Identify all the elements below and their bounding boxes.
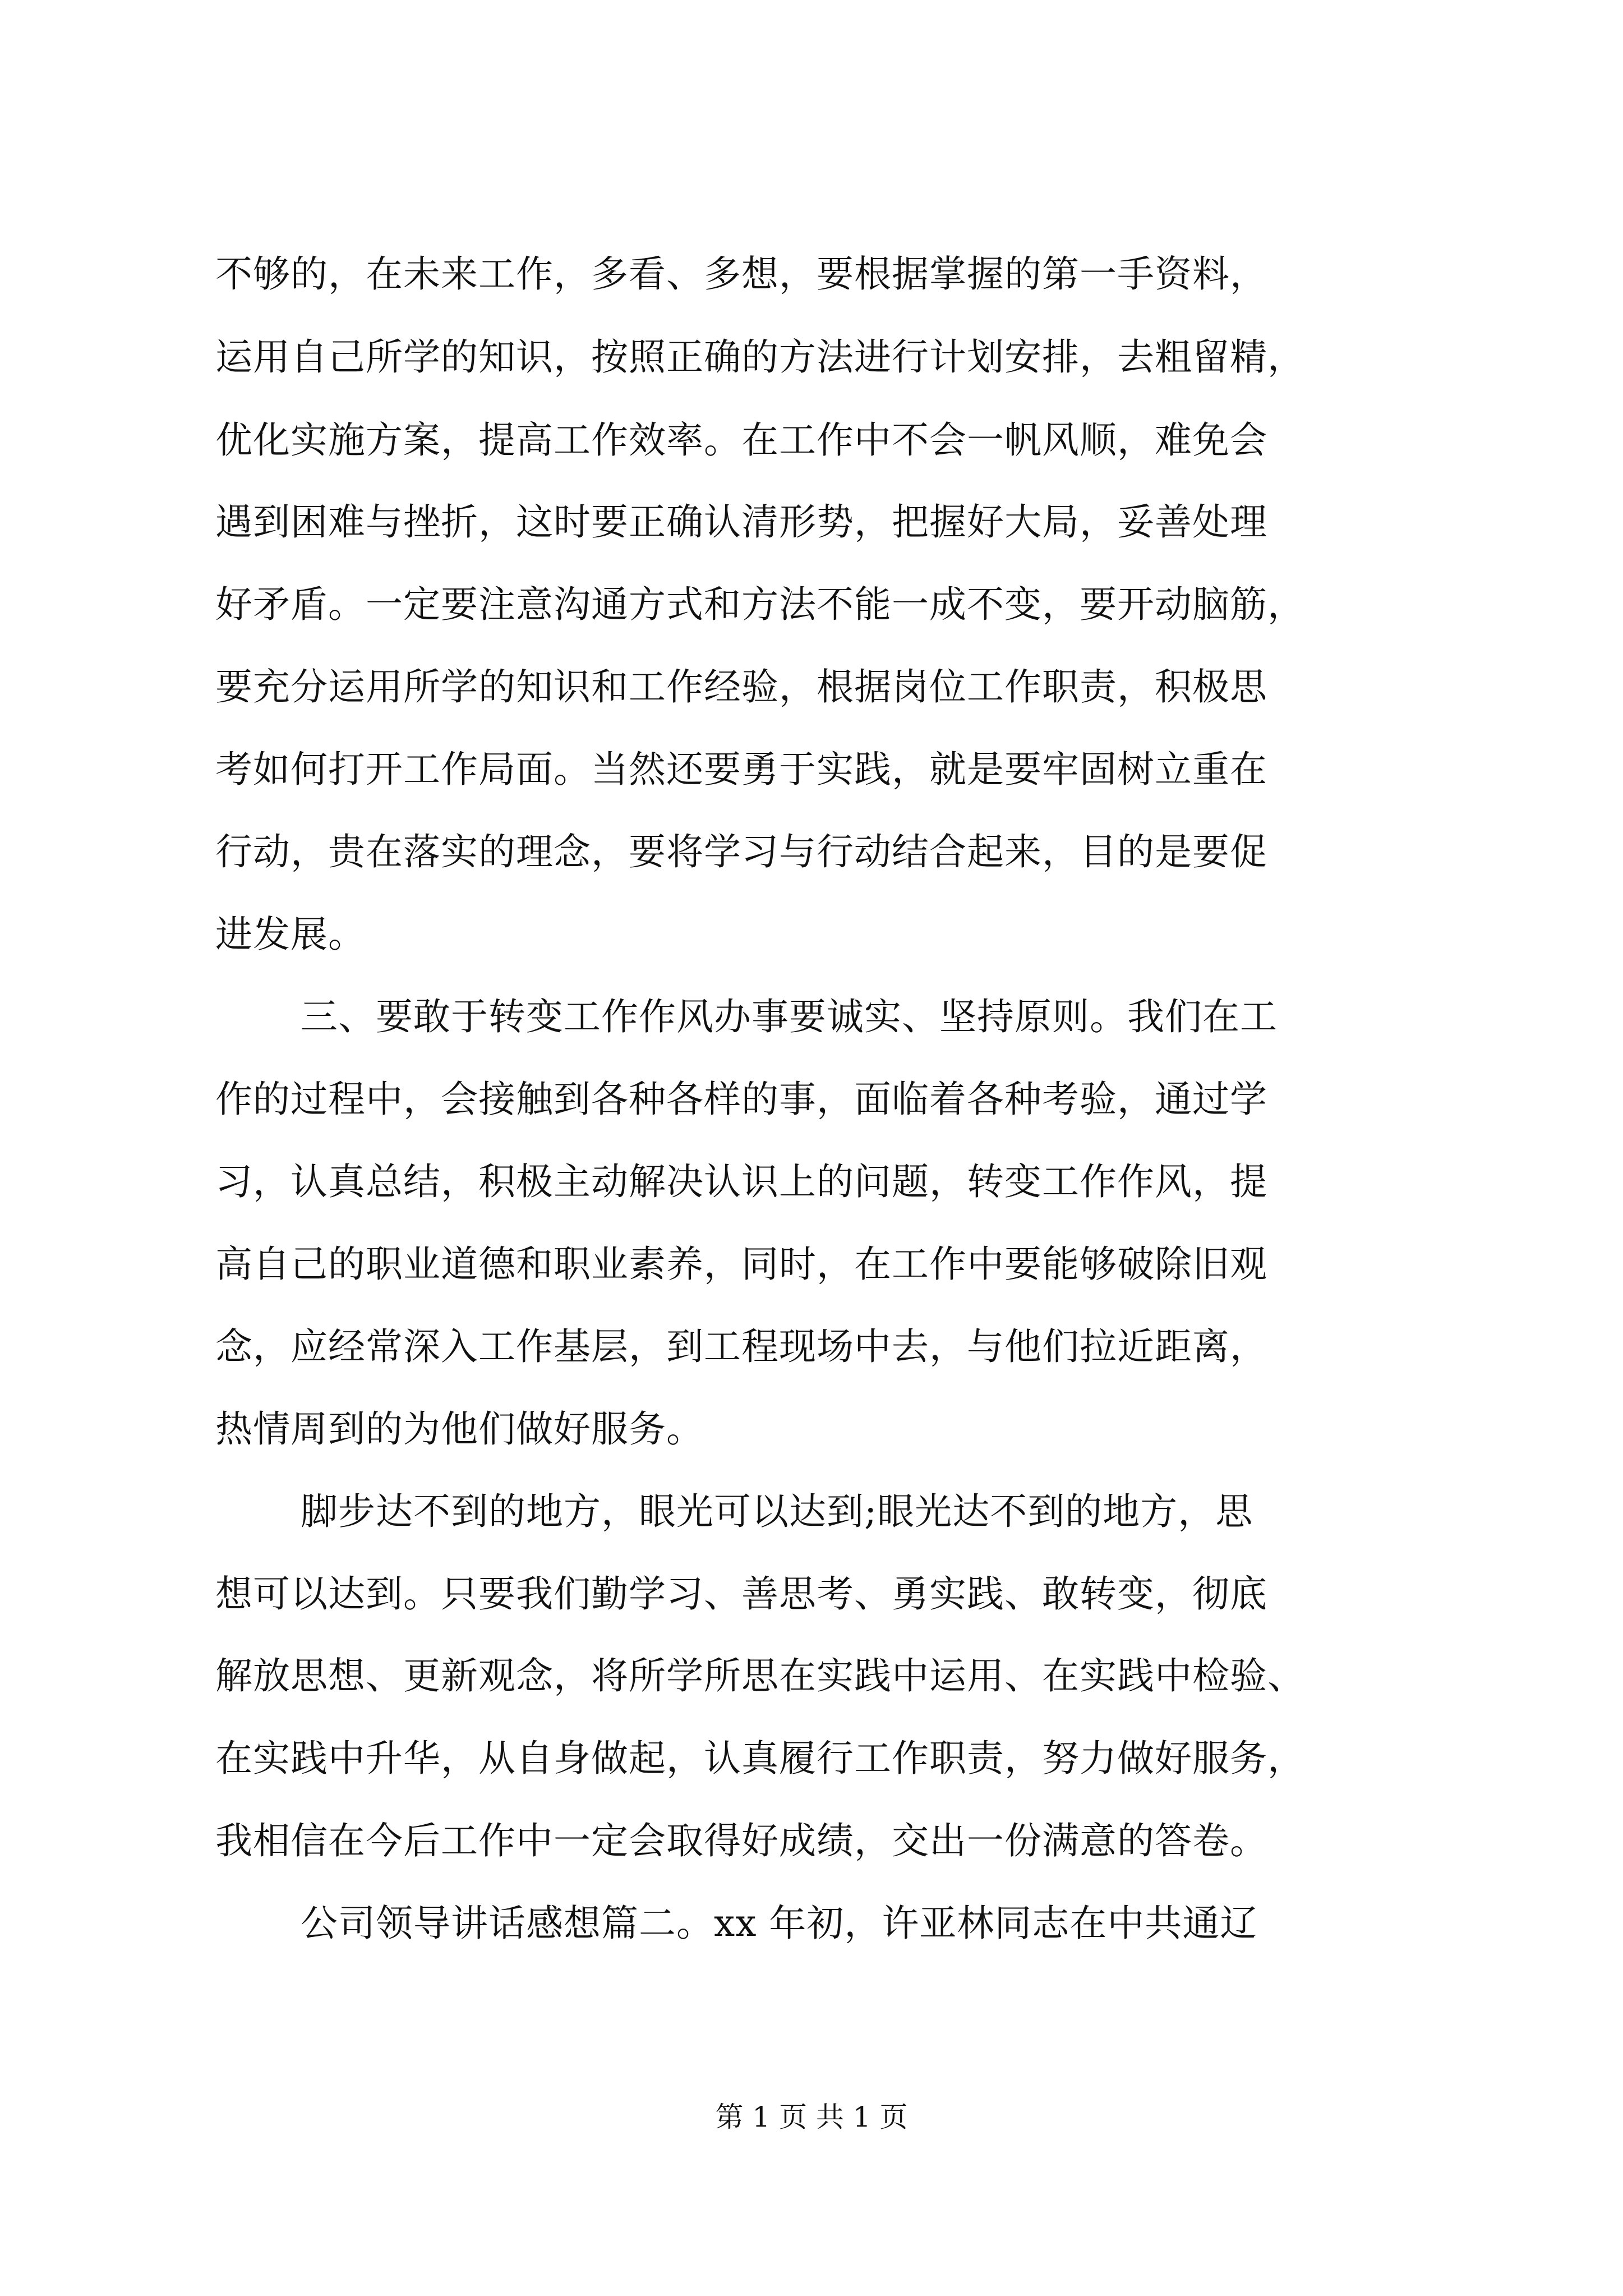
text-line: 念，应经常深入工作基层，到工程现场中去，与他们拉近距离， <box>215 1325 1267 1368</box>
text-line: 作的过程中，会接触到各种各样的事，面临着各种考验，通过学 <box>215 1078 1267 1121</box>
text-line: 我相信在今后工作中一定会取得好成绩，交出一份满意的答卷。 <box>215 1819 1267 1862</box>
text-line: 好矛盾。一定要注意沟通方式和方法不能一成不变，要开动脑筋， <box>215 583 1305 626</box>
text-line: 脚步达不到的地方，眼光可以达到;眼光达不到的地方，思 <box>301 1490 1253 1533</box>
text-line: 高自己的职业道德和职业素养，同时，在工作中要能够破除旧观 <box>215 1243 1267 1286</box>
text-line: 行动，贵在落实的理念，要将学习与行动结合起来，目的是要促 <box>215 830 1267 873</box>
text-line: 三、要敢于转变工作作风办事要诚实、坚持原则。我们在工 <box>301 995 1278 1038</box>
text-line: 要充分运用所学的知识和工作经验，根据岗位工作职责，积极思 <box>215 665 1267 708</box>
text-line: 不够的，在未来工作，多看、多想，要根据掌握的第一手资料， <box>215 252 1267 296</box>
text-line: 考如何打开工作局面。当然还要勇于实践，就是要牢固树立重在 <box>215 748 1267 791</box>
text-line: 运用自己所学的知识，按照正确的方法进行计划安排，去粗留精， <box>215 335 1305 379</box>
text-line: 在实践中升华，从自身做起，认真履行工作职责，努力做好服务， <box>215 1737 1305 1780</box>
text-line: 想可以达到。只要我们勤学习、善思考、勇实践、敢转变，彻底 <box>215 1572 1267 1616</box>
text-line: 进发展。 <box>215 913 366 956</box>
text-line: 遇到困难与挫折，这时要正确认清形势，把握好大局，妥善处理 <box>215 500 1267 544</box>
text-line: 优化实施方案，提高工作效率。在工作中不会一帆风顺，难免会 <box>215 418 1267 462</box>
page-footer: 第 1 页 共 1 页 <box>715 2101 908 2133</box>
text-line: 公司领导讲话感想篇二。xx 年初，许亚林同志在中共通辽 <box>301 1902 1258 1945</box>
text-line: 习，认真总结，积极主动解决认识上的问题，转变工作作风，提 <box>215 1160 1267 1203</box>
text-line: 解放思想、更新观念，将所学所思在实践中运用、在实践中检验、 <box>215 1654 1305 1697</box>
text-line: 热情周到的为他们做好服务。 <box>215 1407 704 1451</box>
